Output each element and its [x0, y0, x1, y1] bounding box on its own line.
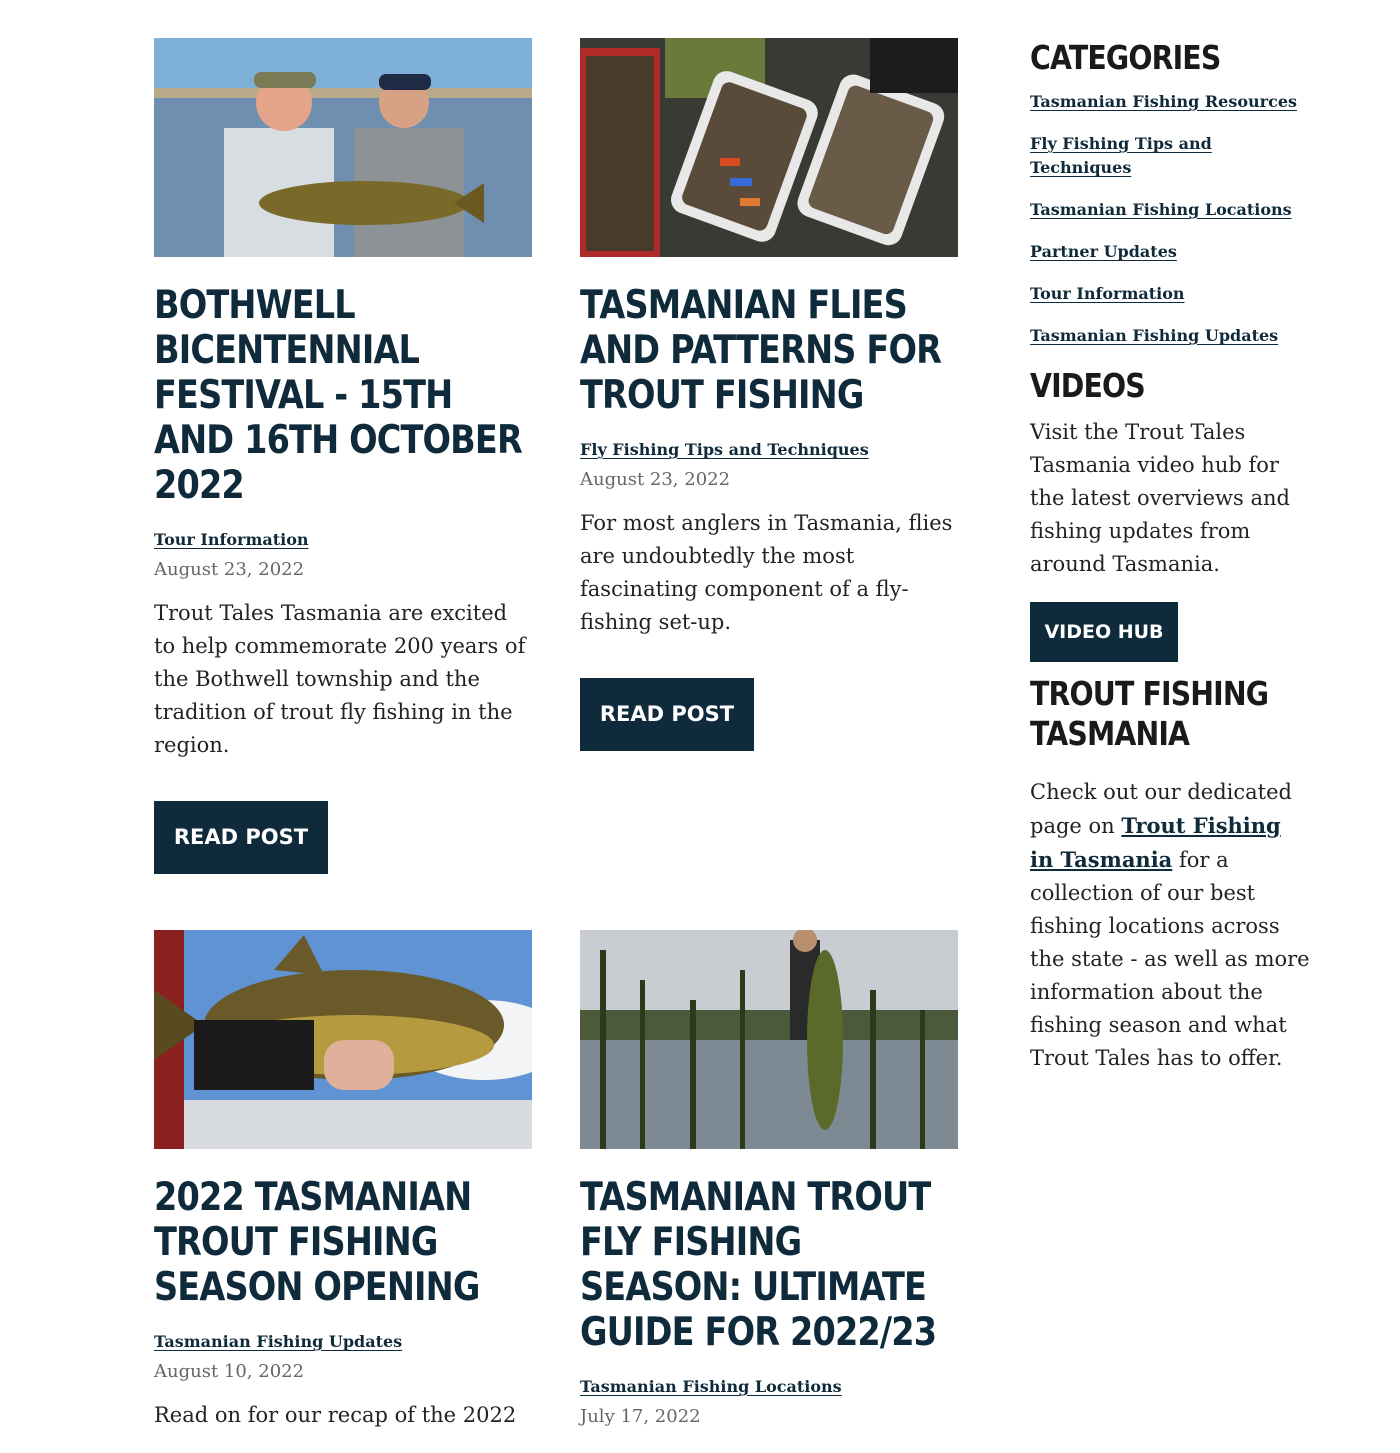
category-link[interactable]: Fly Fishing Tips and Techniques	[1030, 134, 1212, 177]
post-excerpt: For most anglers in Tasmania, flies are undoubtedly the most fascinating component of a fly-fishing set-up.	[580, 511, 953, 634]
trout-fishing-description	[1030, 776, 1310, 1075]
categories-list	[1030, 90, 1310, 348]
post-title[interactable]: TASMANIAN FLIES AND PATTERNS FOR TROUT FISHING	[580, 283, 942, 418]
post-category-link[interactable]: Tasmanian Fishing Updates	[154, 1332, 403, 1351]
read-post-button[interactable]: READ POST	[580, 678, 754, 751]
post-date: August 23, 2022	[154, 559, 305, 580]
sidebar	[1030, 38, 1310, 1075]
category-link[interactable]: Tasmanian Fishing Updates	[1030, 326, 1279, 345]
post-card	[154, 38, 532, 874]
post-category-link[interactable]: Fly Fishing Tips and Techniques	[580, 440, 869, 459]
trout-fishing-heading: TROUT FISHING TASMANIA	[1030, 674, 1269, 753]
read-post-button[interactable]: READ POST	[154, 801, 328, 874]
videos-description: Visit the Trout Tales Tasmania video hub for the latest overviews and fishing updates from around Tasmania.	[1030, 420, 1290, 576]
post-card	[154, 930, 532, 1453]
category-link[interactable]: Tour Information	[1030, 284, 1185, 303]
post-excerpt: Trout Tales Tasmania are excited to help commemorate 200 years of the Bothwell township and the tradition of trout fly fishing in the region.	[154, 601, 526, 757]
post-image-lake-reeds[interactable]	[580, 930, 958, 1149]
categories-heading: CATEGORIES	[1030, 38, 1221, 77]
category-link[interactable]: Tasmanian Fishing Resources	[1030, 92, 1298, 111]
post-date: July 17, 2022	[580, 1406, 701, 1427]
post-image-brown-trout[interactable]	[154, 930, 532, 1149]
post-category-link[interactable]: Tasmanian Fishing Locations	[580, 1377, 842, 1396]
post-card	[580, 930, 958, 1427]
post-date: August 23, 2022	[580, 469, 731, 490]
post-image-anglers-with-trout[interactable]	[154, 38, 532, 257]
trout-fishing-link[interactable]: Trout Fishing in Tasmania	[1030, 813, 1281, 872]
post-title[interactable]: TASMANIAN TROUT FLY FISHING SEASON: ULTIMATE GUIDE FOR 2022/23	[580, 1175, 937, 1355]
post-category-link[interactable]: Tour Information	[154, 530, 309, 549]
trout-text-before: Check out our dedicated page on	[1030, 780, 1292, 838]
post-date: August 10, 2022	[154, 1361, 305, 1382]
post-title[interactable]: BOTHWELL BICENTENNIAL FESTIVAL - 15TH AND 16TH OCTOBER 2022	[154, 283, 522, 508]
post-title[interactable]: 2022 TASMANIAN TROUT FISHING SEASON OPENING	[154, 1175, 480, 1310]
post-card	[580, 38, 958, 751]
category-link[interactable]: Partner Updates	[1030, 242, 1177, 261]
video-hub-button[interactable]: VIDEO HUB	[1030, 602, 1178, 662]
post-image-fly-boxes[interactable]	[580, 38, 958, 257]
category-link[interactable]: Tasmanian Fishing Locations	[1030, 200, 1292, 219]
trout-text-after: for a collection of our best fishing locations across the state - as well as more information about the fishing season and what Trout Tales has to offer.	[1030, 848, 1310, 1070]
videos-heading: VIDEOS	[1030, 366, 1145, 405]
post-excerpt: Read on for our recap of the 2022	[154, 1403, 517, 1427]
